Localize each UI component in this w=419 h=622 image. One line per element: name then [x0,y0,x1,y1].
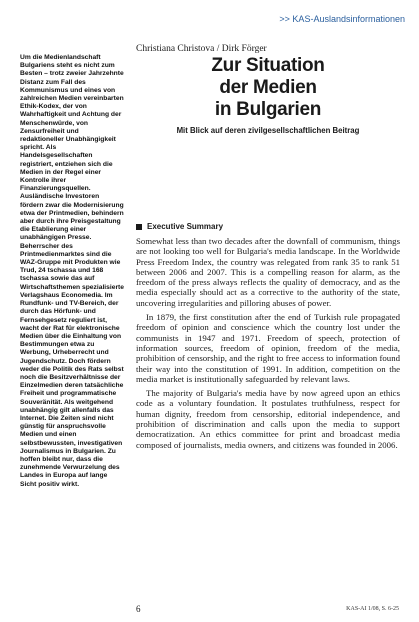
article-header [136,44,400,135]
article-body [136,236,400,454]
article-title [136,55,400,121]
title-line-2: der Medien [219,77,317,98]
authors: Christiana Christova / Dirk Förger [136,44,267,54]
bullet-square-icon [136,224,142,230]
series-label: >> KAS-Auslandsinformationen [279,14,405,24]
article-subtitle: Mit Blick auf deren zivilgesellschaftlichen Beitrag [176,126,360,135]
citation-reference: KAS-AI 1/08, S. 6-25 [346,606,399,612]
page-number: 6 [136,604,141,614]
body-paragraph: In 1879, the first constitution after the end of Turkish rule propagated freedom of opinion and conscience which the country lost under the communists in 1947 and 1971. Freedom of speech, protection of information sources, freedom of opinion, freedom of the media, prohibition of censorship, and the right to free access to information found their way into the constitution of 1991. In addition, competition on the media market is institutionally safeguarded by relevant laws. [136,312,400,384]
title-line-3: in Bulgarien [214,99,322,120]
section-heading [136,222,400,231]
sidebar-abstract [20,54,124,489]
title-line-1: Zur Situation [211,55,325,76]
sidebar-abstract-text: Um die Medienlandschaft Bulgariens steht es nicht zum Besten – trotz zweier Jahrzehnte Distanz zum Fall des Kommunismus und eines von zahlreichen Medien vereinbarten Ethik-Kodex, der von Wahrhaftigkeit und Achtung der Menschenwürde, von Zensurfreiheit und redaktioneller Unabhängigkeit spricht. Als Handelsgesellschaften registriert, entziehen sich die Medien in der Regel einer Kontrolle ihrer Finanzierungsquellen. Ausländische Investoren fördern zwar die Modernisierung etwa der Printmedien, behindern aber durch ihre Preisgestaltung die Etablierung einer unabhängigen Presse. Beherrscher des Printmedienmarktes sind die WAZ-Gruppe mit Produkten wie Trud, 24 tschassa und 168 tschassa sowie das auf Wirtschaftsthemen spezialisierte Verlagshaus Economedia. Im Rundfunk- und TV-Bereich, der durch das Hörfunk- und Fernsehgesetz reguliert ist, wacht der Rat für elektronische Medien über die Einhaltung von Bestimmungen etwa zu Werbung, Urheberrecht und Jugendschutz. Doch fördern weder die Politik des Rats selbst noch die Besitzverhältnisse der Einzelmedien deren tatsächliche Freiheit und programmatische Souveränität. Als weitgehend unabhängig gilt allenfalls das Internet. Die Zeiten sind nicht günstig für anspruchsvolle Medien und einen selbstbewussten, investigativen Journalismus in Bulgarien. Zu hoffen bleibt nur, dass die zunehmende Verwurzelung des Landes in Europa auf lange Sicht positiv wirkt. [20,54,125,488]
body-paragraph: Somewhat less than two decades after the downfall of communism, things are not looking too well for Bulgaria's media landscape. In the Worldwide Press Freedom Index, the country was relegated from rank 35 to rank 51 between 2006 and 2007. This is a compelling reason for alarm, as the freedom of the press always reflects the quality of democracy, and as the media especially should act as a corrective to the authority of the state, uncovering irregularities and pilloring abuses of power. [136,236,400,308]
body-paragraph: The majority of Bulgaria's media have by now agreed upon an ethics code as a voluntary foundation. It postulates truthfulness, respect for human dignity, freedom from censorship, editorial independence, and prohibition of discrimination and calls upon the media to support democratization. An ethics committee for print and broadcast media composed of journalists, media owners, and citizens was founded in 2006. [136,388,400,450]
section-heading-label: Executive Summary [147,222,224,231]
